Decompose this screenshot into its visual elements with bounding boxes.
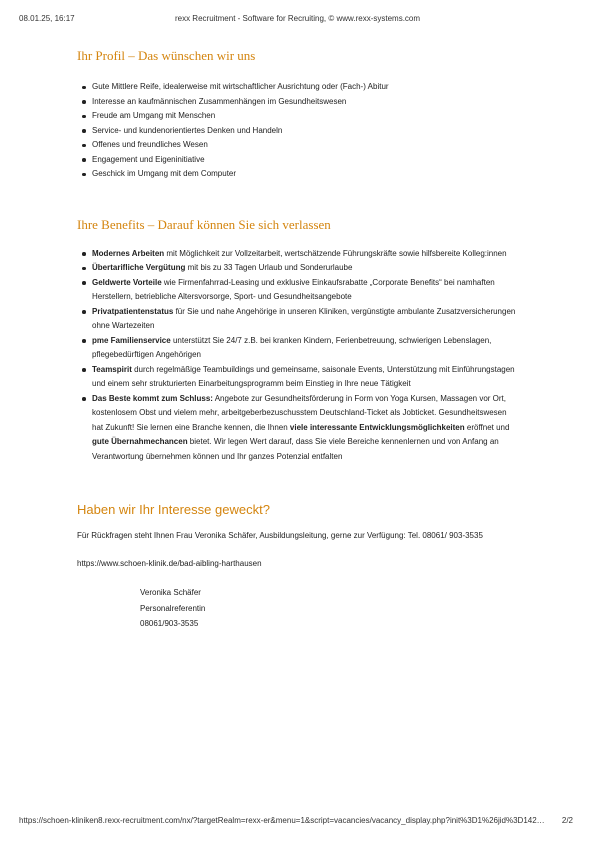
benefit-title: Das Beste kommt zum Schluss: <box>92 393 213 403</box>
benefit-title: pme Familienservice <box>92 335 171 345</box>
benefit-text: mit Möglichkeit zur Vollzeitarbeit, wertschätzende Führungskräfte sowie hilfsbereite Kolleg:innen <box>164 248 507 258</box>
benefit-title: Übertarifliche Vergütung <box>92 263 186 272</box>
print-footer <box>0 816 595 828</box>
profile-item: Gute Mittlere Reife, idealerweise mit wirtschaftlicher Ausrichtung oder (Fach-) Abitur <box>81 80 527 95</box>
benefit-text: für Sie und nahe Angehörige in unseren Kliniken, vergünstigte ambulante Zusatzversicherungen ohne Wartezeiten <box>92 306 516 330</box>
profile-item: Engagement und Eigeninitiative <box>81 153 527 168</box>
benefit-text: wie Firmenfahrrad-Leasing und exklusive Einkaufsrabatte „Corporate Benefits“ bei namhaften Herstellern, betriebliche Altersvorsorge, Sport- und Gesundheitsangebote <box>92 277 495 301</box>
benefit-item <box>81 334 527 363</box>
contact-role: Personalreferentin <box>140 603 206 613</box>
benefit-title: Geldwerte Vorteile <box>92 277 162 287</box>
vacancy-content <box>77 48 527 632</box>
profile-item: Offenes und freundliches Wesen <box>81 138 527 153</box>
contact-text: Für Rückfragen steht Ihnen Frau Veronika Schäfer, Ausbildungsleitung, gerne zur Verfügung: Tel. 08061/ 903-3535 <box>77 531 483 540</box>
benefit-item <box>81 276 527 305</box>
benefit-text: bietet. Wir legen Wert darauf, dass Sie viele Bereiche kennenlernen und von Anfang an Verantwortung übernehmen können und Ihr ganzes Potenzial entfalten <box>92 437 499 461</box>
benefit-item <box>81 247 527 262</box>
print-header <box>0 14 595 26</box>
benefit-text: eröffnet und <box>464 422 510 432</box>
benefit-text: unterstützt Sie 24/7 z.B. bei kranken Kindern, Ferienbetreuung, schwierigen Lebenslagen, pflegebedürftigen Angehörigen <box>92 335 492 359</box>
benefit-text: durch regelmäßige Teambuildings und gemeinsame, saisonale Events, Unterstützung mit Einführungstagen und einem sehr strukturierten Einarbeitungsprogramm beim Einstieg in Ihre neue Tätigkeit <box>92 364 515 388</box>
profile-item: Freude am Umgang mit Menschen <box>81 109 527 124</box>
interest-heading: Haben wir Ihr Interesse geweckt? <box>77 502 270 517</box>
profile-heading: Ihr Profil – Das wünschen wir uns <box>77 48 256 63</box>
profile-item: Interesse an kaufmännischen Zusammenhängen im Gesundheitswesen <box>81 95 527 110</box>
benefit-text: Angebote zur Gesundheitsförderung in Form von Yoga Kursen, Massagen vor Ort, kostenlosem Obst und vielem mehr, arbeitgeberbezuschusstem Deutschland-Ticket als Jobticket. Gesundheitswesen hat Zukunft! Sie lernen eine Branche kennen, die Ihnen <box>92 393 507 432</box>
print-datetime: 08.01.25, 16:17 <box>19 14 75 23</box>
signature-block <box>140 585 527 632</box>
benefit-title: Privatpatientenstatus <box>92 306 174 316</box>
benefits-list <box>81 247 527 465</box>
benefit-item <box>81 261 527 276</box>
benefit-title: Modernes Arbeiten <box>92 248 165 258</box>
benefit-highlight: viele interessante Entwicklungsmöglichkeiten <box>289 422 465 432</box>
benefit-item <box>81 305 527 334</box>
print-page-title: rexx Recruitment - Software for Recruiting, © www.rexx-systems.com <box>174 14 421 23</box>
print-url: https://schoen-kliniken8.rexx-recruitment.com/nx/?targetRealm=rexx-er&menu=1&script=vacancies/vacancy_display.php?init%3D1%26jid%3D142… <box>19 816 545 825</box>
benefit-item <box>81 363 527 392</box>
contact-phone: 08061/903-3535 <box>140 619 199 628</box>
profile-list <box>81 80 527 182</box>
benefit-item <box>81 392 527 465</box>
clinic-link[interactable]: https://www.schoen-klinik.de/bad-aibling-harthausen <box>77 558 262 568</box>
benefit-title: Teamspirit <box>92 364 132 374</box>
benefit-text: mit bis zu 33 Tagen Urlaub und Sonderurlaube <box>185 263 353 272</box>
benefits-heading: Ihre Benefits – Darauf können Sie sich verlassen <box>77 216 331 232</box>
profile-item: Geschick im Umgang mit dem Computer <box>81 167 527 182</box>
page-number: 2/2 <box>561 816 573 825</box>
profile-item: Service- und kundenorientiertes Denken und Handeln <box>81 124 527 139</box>
contact-name: Veronika Schäfer <box>140 588 201 597</box>
benefit-highlight: gute Übernahmechancen <box>92 437 188 446</box>
